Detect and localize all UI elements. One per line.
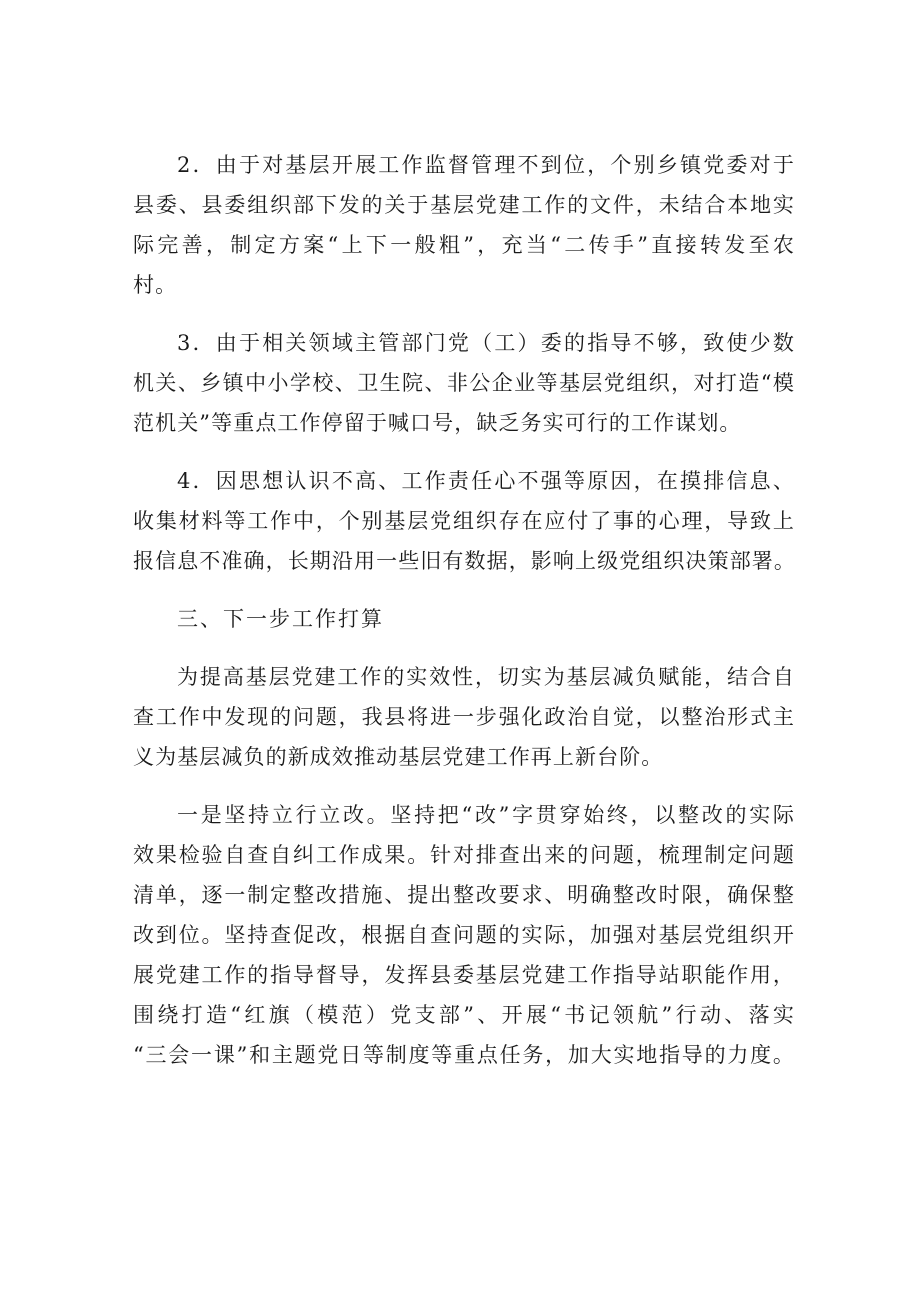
- text-line: 效果检验自查自纠工作成果。针对排查出来的问题，梳理制定问题: [133, 843, 795, 867]
- paragraph-intro: [133, 657, 795, 777]
- text-line: 清单，逐一制定整改措施、提出整改要求、明确整改时限，确保整: [133, 883, 795, 907]
- paragraph-item-3: [133, 323, 795, 443]
- section-heading: [133, 599, 795, 639]
- text-line: 县委、县委组织部下发的关于基层党建工作的文件，未结合本地实: [133, 193, 795, 217]
- paragraph-item-2: [133, 145, 795, 305]
- text-line: 收集材料等工作中，个别基层党组织存在应付了事的心理，导致上: [133, 509, 795, 533]
- text-line: 际完善，制定方案“上下一般粗”，充当“二传手”直接转发至农: [133, 233, 795, 257]
- text-line: 改到位。坚持查促改，根据自查问题的实际，加强对基层党组织开: [133, 923, 795, 947]
- document-page: [133, 145, 795, 1093]
- text-line: 义为基层减负的新成效推动基层党建工作再上新台阶。: [133, 745, 664, 769]
- text-line: 查工作中发现的问题，我县将进一步强化政治自觉，以整治形式主: [133, 705, 795, 729]
- text-line: 村。: [133, 273, 178, 297]
- text-line: 机关、乡镇中小学校、卫生院、非公企业等基层党组织，对打造“模: [133, 371, 795, 395]
- text-line: 4．因思想认识不高、工作责任心不强等原因，在摸排信息、: [177, 469, 795, 493]
- text-line: 报信息不准确，长期沿用一些旧有数据，影响上级党组织决策部署。: [133, 549, 796, 573]
- text-line: 范机关”等重点工作停留于喊口号，缺乏务实可行的工作谋划。: [133, 411, 742, 435]
- text-line: 3．由于相关领域主管部门党（工）委的指导不够，致使少数: [177, 331, 795, 355]
- text-line: 一是坚持立行立改。坚持把“改”字贯穿始终，以整改的实际: [177, 803, 795, 827]
- text-line: 展党建工作的指导督导，发挥县委基层党建工作指导站职能作用，: [133, 963, 795, 987]
- paragraph-item-4: [133, 461, 795, 581]
- text-line: “三会一课”和主题党日等制度等重点任务，加大实地指导的力度。: [133, 1043, 795, 1067]
- paragraph-point-1: [133, 795, 795, 1075]
- section-title: 三、下一步工作打算: [177, 607, 384, 631]
- text-line: 2．由于对基层开展工作监督管理不到位，个别乡镇党委对于: [177, 153, 795, 177]
- text-line: 围绕打造“红旗（模范）党支部”、开展“书记领航”行动、落实: [133, 1003, 795, 1027]
- text-line: 为提高基层党建工作的实效性，切实为基层减负赋能，结合自: [177, 665, 795, 689]
